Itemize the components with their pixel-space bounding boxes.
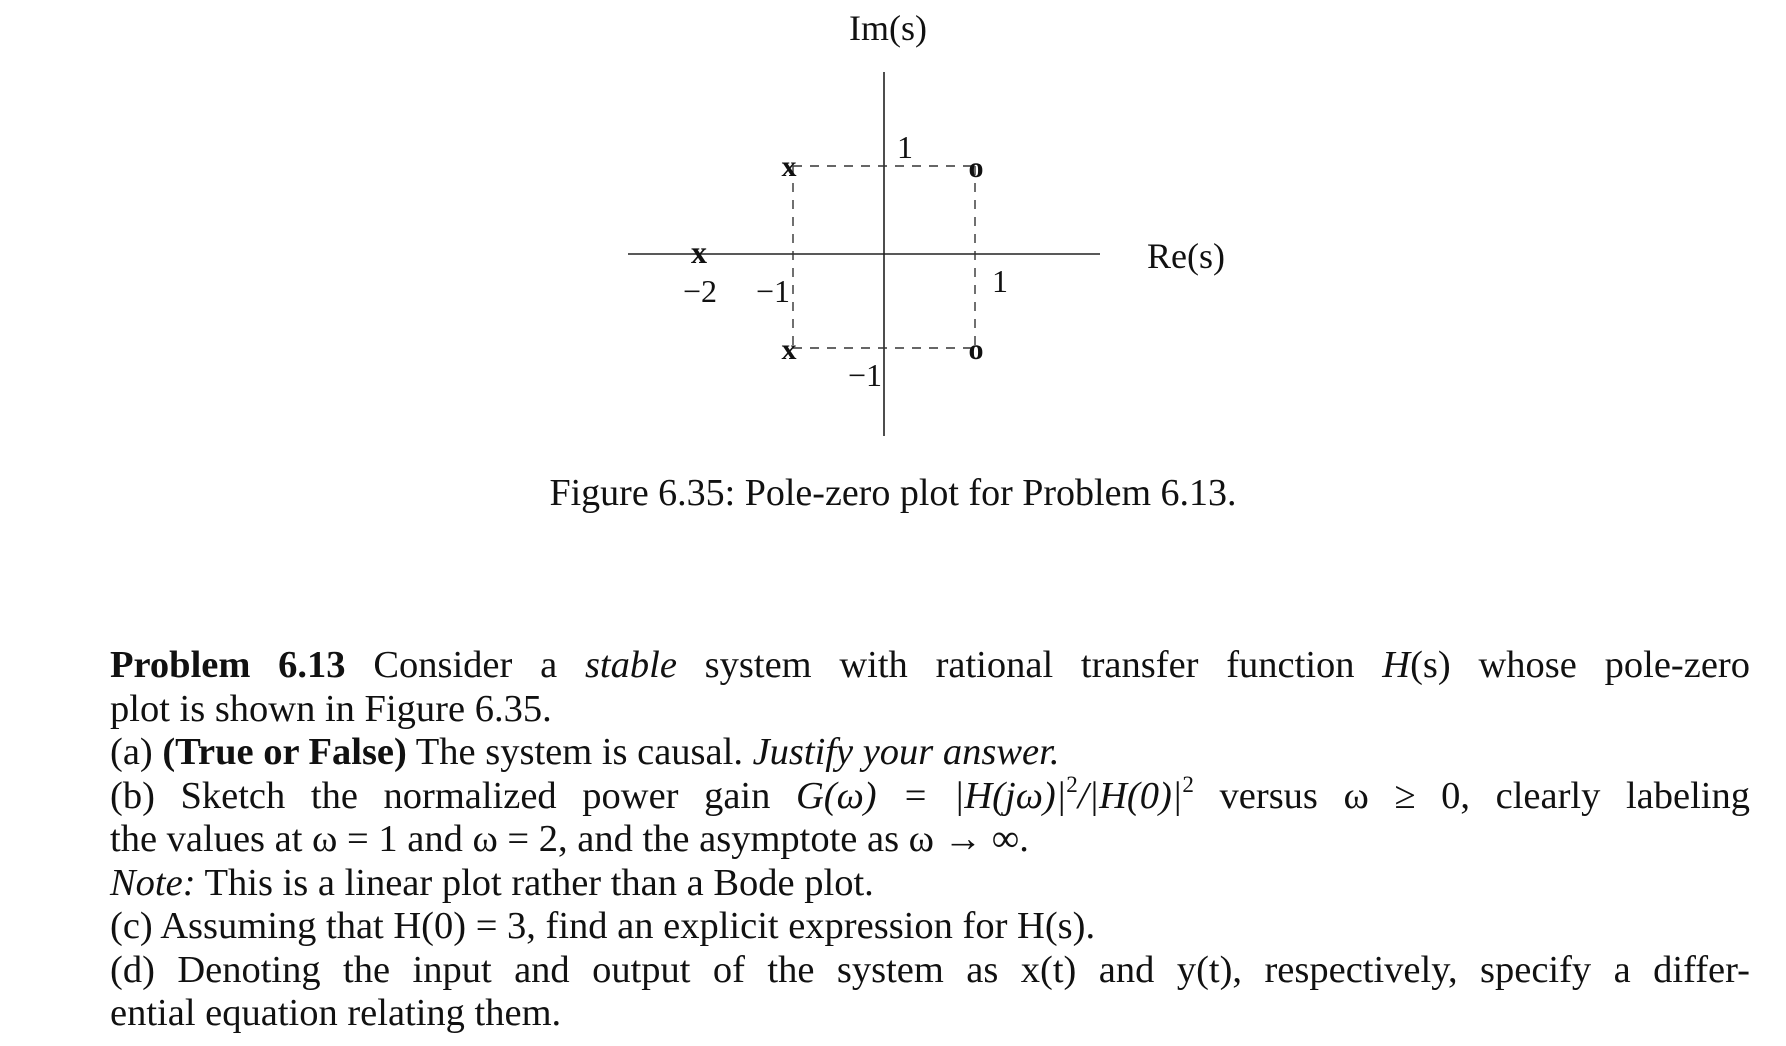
pole-marker-minus2: x (691, 234, 707, 270)
part-c: (c) Assuming that H(0) = 3, find an explicit expression for H(s). (110, 905, 1096, 947)
part-b-square-1: 2 (1066, 770, 1078, 797)
figure-caption: Figure 6.35: Pole-zero plot for Problem 6.13. (549, 472, 1237, 514)
im-axis-label: Im(s) (849, 8, 927, 48)
part-d-line-1: (d) Denoting the input and output of the system as x(t) and y(t), respectively, specify a differ- (110, 948, 1750, 991)
note-line (110, 862, 1750, 906)
part-b-prefix: (b) Sketch the normalized power gain (110, 774, 796, 817)
pole-marker-minus1-plus-j: x (781, 150, 797, 183)
part-b-formula: G(ω) = |H(jω)| (795, 774, 1067, 817)
tick-label-re-neg2: −2 (682, 273, 718, 309)
h-argument: (s) (1410, 644, 1451, 686)
part-a-text: The system is causal. (406, 731, 753, 773)
problem-statement (110, 644, 1750, 1036)
tick-label-im-pos1: 1 (897, 129, 913, 165)
problem-line-1 (110, 644, 1750, 688)
tick-label-im-neg1: −1 (847, 357, 883, 393)
part-a-bold: (True or False) (162, 731, 407, 773)
part-b-suffix: versus ω ≥ 0, clearly labeling (1193, 774, 1750, 817)
stable-word: stable (584, 644, 677, 686)
part-b-line-2: the values at ω = 1 and ω = 2, and the asymptote as ω → ∞. (110, 818, 1029, 860)
intro-text-3: whose pole-zero (1450, 644, 1750, 686)
part-a-prefix: (a) (110, 731, 163, 773)
intro-text-1: Consider a (345, 644, 585, 686)
note-text: This is a linear plot rather than a Bode plot. (195, 861, 874, 904)
part-b-square-2: 2 (1182, 770, 1194, 797)
h-symbol: H (1382, 644, 1411, 686)
intro-text-2: system with rational transfer function (676, 644, 1383, 686)
problem-line-2: plot is shown in Figure 6.35. (110, 687, 552, 730)
pole-marker-minus1-minus-j: x (781, 333, 797, 366)
re-axis-label: Re(s) (1147, 236, 1225, 276)
pole-zero-plot (0, 0, 1786, 460)
tick-label-re-neg1: −1 (755, 273, 791, 309)
zero-marker-1-minus-j: o (968, 333, 984, 366)
part-a-italic: Justify your answer. (752, 731, 1060, 773)
problem-heading: Problem 6.13 (110, 644, 346, 686)
part-b-line-1 (110, 770, 1750, 819)
tick-label-re-pos1: 1 (992, 263, 1008, 299)
note-label: Note: (110, 861, 196, 904)
zero-marker-1-plus-j: o (968, 151, 984, 184)
part-a (110, 731, 1750, 775)
part-b-formula-2: /|H(0)| (1077, 774, 1183, 817)
part-d-line-2: ential equation relating them. (110, 992, 562, 1034)
